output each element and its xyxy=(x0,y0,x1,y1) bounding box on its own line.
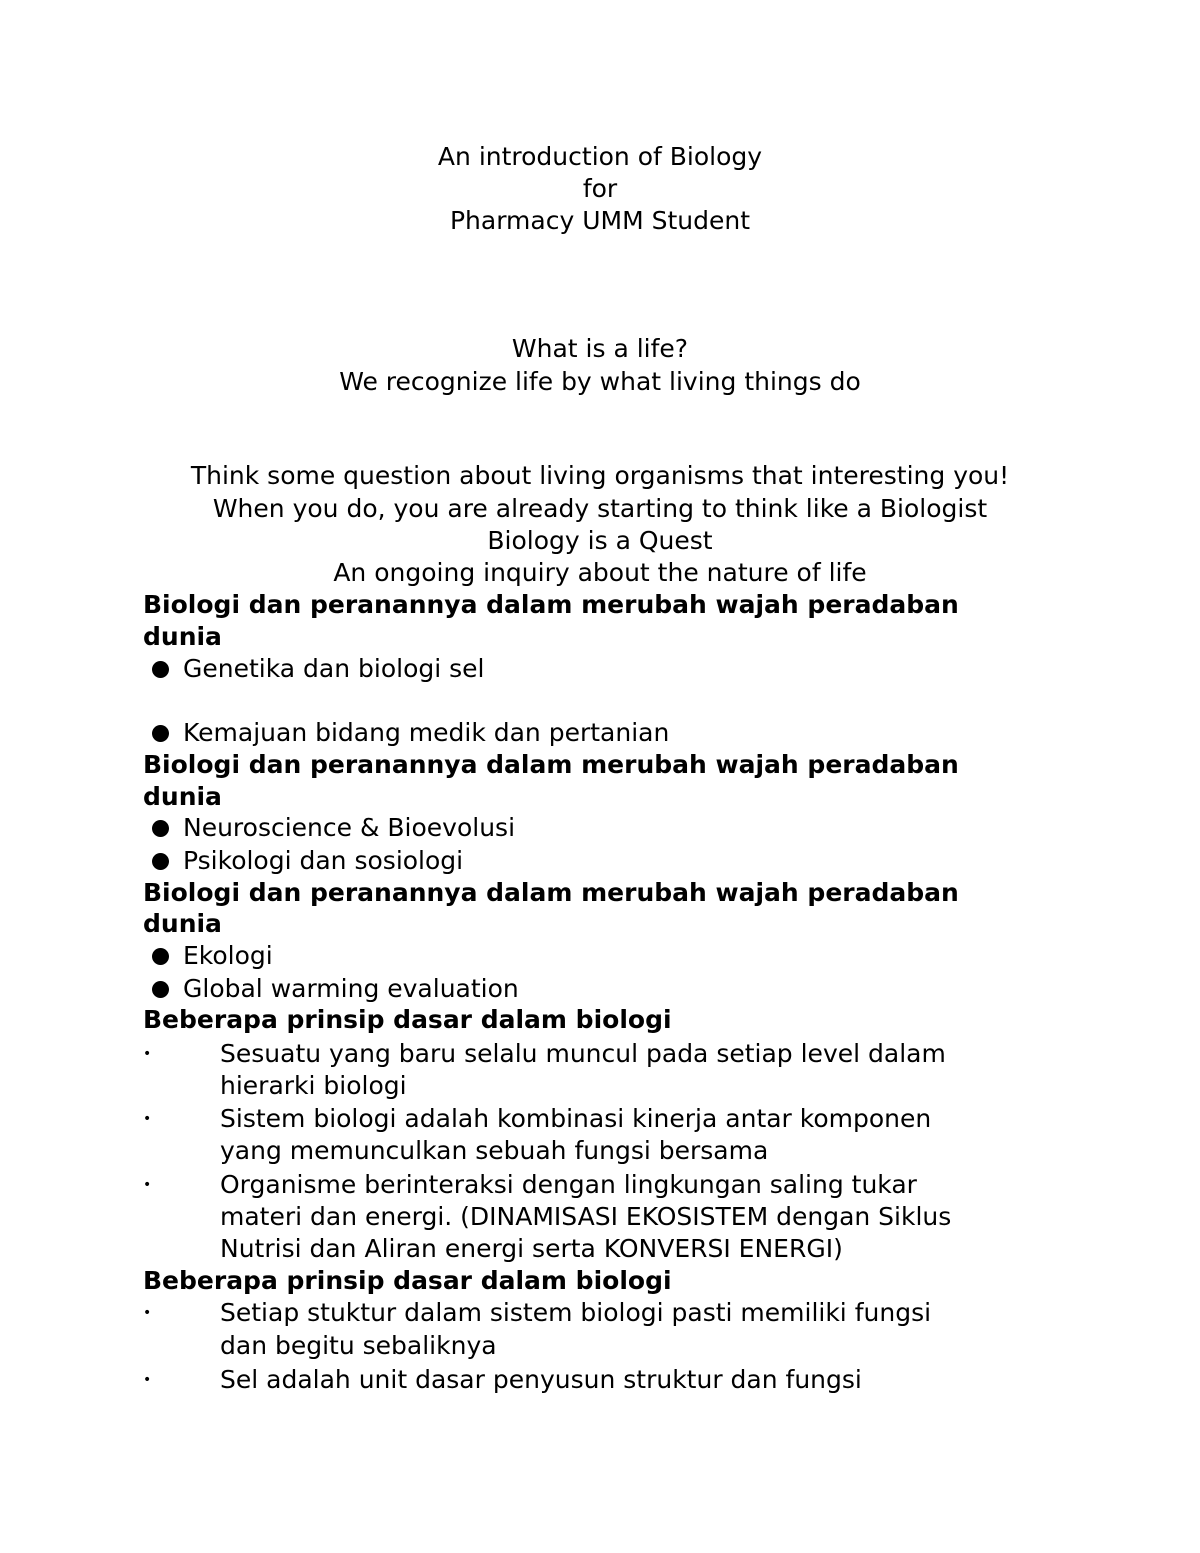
principles2-item-1-line-1: Setiap stuktur dalam sistem biologi pasti memiliki fungsi xyxy=(220,1298,932,1327)
principles1-item-1-line-1: Sesuatu yang baru selalu muncul pada setiap level dalam xyxy=(220,1039,946,1068)
doc-title-line-2: for xyxy=(582,174,618,203)
section3-item-2: Global warming evaluation xyxy=(183,974,519,1003)
section1-heading-line-2: dunia xyxy=(143,622,222,651)
section2-heading-line-1: Biologi dan peranannya dalam merubah wajah peradaban xyxy=(143,750,959,779)
principles1-item-1-line-2: hierarki biologi xyxy=(220,1071,407,1100)
quest-line-2: When you do, you are already starting to think like a Biologist xyxy=(212,494,988,523)
principles1-item-3-line-2: materi dan energi. (DINAMISASI EKOSISTEM dengan Siklus xyxy=(220,1202,952,1231)
small-bullet-icon: • xyxy=(143,1046,152,1062)
quest-line-4: An ongoing inquiry about the nature of life xyxy=(333,558,867,587)
section2-item-1: Neuroscience & Bioevolusi xyxy=(183,813,516,842)
intro-answer: We recognize life by what living things do xyxy=(339,367,861,396)
principles1-heading: Beberapa prinsip dasar dalam biologi xyxy=(143,1005,672,1034)
section1-heading-line-1: Biologi dan peranannya dalam merubah wajah peradaban xyxy=(143,590,959,619)
small-bullet-icon: • xyxy=(143,1111,152,1127)
section1-item-1: Genetika dan biologi sel xyxy=(183,654,485,683)
intro-question: What is a life? xyxy=(511,334,689,363)
section3-item-1: Ekologi xyxy=(183,941,273,970)
principles1-item-3-line-1: Organisme berinteraksi dengan lingkungan saling tukar xyxy=(220,1170,917,1199)
bullet-dot-icon xyxy=(152,948,169,965)
small-bullet-icon: • xyxy=(143,1177,152,1193)
bullet-dot-icon xyxy=(152,661,169,678)
section1-item-2: Kemajuan bidang medik dan pertanian xyxy=(183,718,670,747)
section2-heading-line-2: dunia xyxy=(143,782,222,811)
doc-title-line-3: Pharmacy UMM Student xyxy=(449,206,751,235)
section3-heading-line-1: Biologi dan peranannya dalam merubah wajah peradaban xyxy=(143,878,959,907)
section3-heading-line-2: dunia xyxy=(143,909,222,938)
bullet-dot-icon xyxy=(152,725,169,742)
quest-line-1: Think some question about living organisms that interesting you! xyxy=(190,461,1010,490)
principles2-heading: Beberapa prinsip dasar dalam biologi xyxy=(143,1266,672,1295)
quest-line-3: Biology is a Quest xyxy=(487,526,713,555)
principles1-item-2-line-1: Sistem biologi adalah kombinasi kinerja antar komponen xyxy=(220,1104,932,1133)
principles2-item-2-line-1: Sel adalah unit dasar penyusun struktur dan fungsi xyxy=(220,1365,862,1394)
doc-title-line-1: An introduction of Biology xyxy=(437,142,763,171)
bullet-dot-icon xyxy=(152,820,169,837)
principles1-item-3-line-3: Nutrisi dan Aliran energi serta KONVERSI ENERGI) xyxy=(220,1234,843,1263)
section2-item-2: Psikologi dan sosiologi xyxy=(183,846,464,875)
small-bullet-icon: • xyxy=(143,1372,152,1388)
principles2-item-1-line-2: dan begitu sebaliknya xyxy=(220,1331,497,1360)
bullet-dot-icon xyxy=(152,853,169,870)
principles1-item-2-line-2: yang memunculkan sebuah fungsi bersama xyxy=(220,1136,769,1165)
bullet-dot-icon xyxy=(152,981,169,998)
small-bullet-icon: • xyxy=(143,1305,152,1321)
